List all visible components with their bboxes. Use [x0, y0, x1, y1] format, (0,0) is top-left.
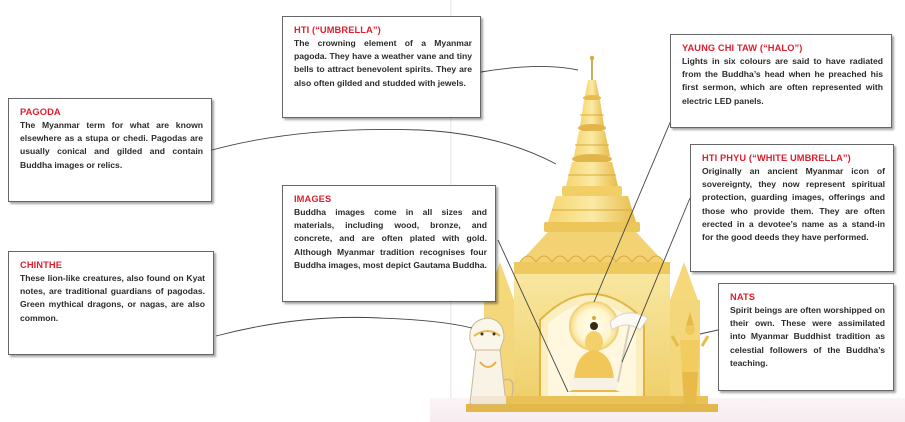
callout-pagoda-body: The Myanmar term for what are known elsewhere as a stupa or chedi. Pagodas are usually conical and gilded and contain Buddha images or relics. [20, 120, 203, 170]
leader-hti [481, 66, 578, 72]
callout-nats-body: Spirit beings are often worshipped on their own. These were assimilated into Myanmar Buddhist tradition as celestial followers of the Buddha’s teaching. [730, 305, 885, 368]
callout-nats [718, 283, 894, 391]
callout-hti [282, 16, 481, 118]
stupa-spire [544, 56, 640, 232]
callout-hti-phyu-title: HTI PHYU (“WHITE UMBRELLA”) [702, 153, 851, 163]
callout-images-body: Buddha images come in all sizes and materials, including wood, bronze, and concrete, and are often plated with gold. Although Myanmar tradition recognises four Buddha images, most depict Gautama Buddha. [294, 207, 487, 270]
callout-chinthe [8, 251, 214, 355]
callout-hti-phyu [690, 144, 894, 272]
callout-chinthe-body: These lion-like creatures, also found on Kyat notes, are traditional guardians of pagodas. Green mythical dragons, or nagas, are also common. [20, 273, 205, 323]
callout-yaung-chi-taw-title: YAUNG CHI TAW (“HALO”) [682, 43, 803, 53]
callout-images [282, 185, 496, 302]
leader-nats [700, 330, 718, 334]
leader-chinthe [216, 317, 472, 336]
callout-pagoda-title: PAGODA [20, 107, 61, 117]
callout-hti-phyu-body: Originally an ancient Myanmar icon of sovereignty, they now represent spiritual protection, guarding images, offerings and those who provide them. They are often erected in a devotee’s name as a stand-in for the good deeds they have performed. [702, 166, 885, 243]
callout-chinthe-title: CHINTHE [20, 260, 63, 270]
callout-pagoda [8, 98, 212, 202]
callout-nats-title: NATS [730, 292, 756, 302]
callout-hti-title: HTI (“UMBRELLA”) [294, 25, 381, 35]
callout-images-title: IMAGES [294, 194, 332, 204]
callout-hti-body: The crowning element of a Myanmar pagoda. They have a weather vane and tiny bells to attract benevolent spirits. They are also often gilded and studded with jewels. [294, 38, 472, 88]
callout-yaung-chi-taw-body: Lights in six colours are said to have radiated from the Buddha’s head when he preached his first sermon, which are often represented with electric LED panels. [682, 56, 883, 106]
leader-pagoda [212, 129, 556, 164]
callout-yaung-chi-taw [670, 34, 892, 128]
